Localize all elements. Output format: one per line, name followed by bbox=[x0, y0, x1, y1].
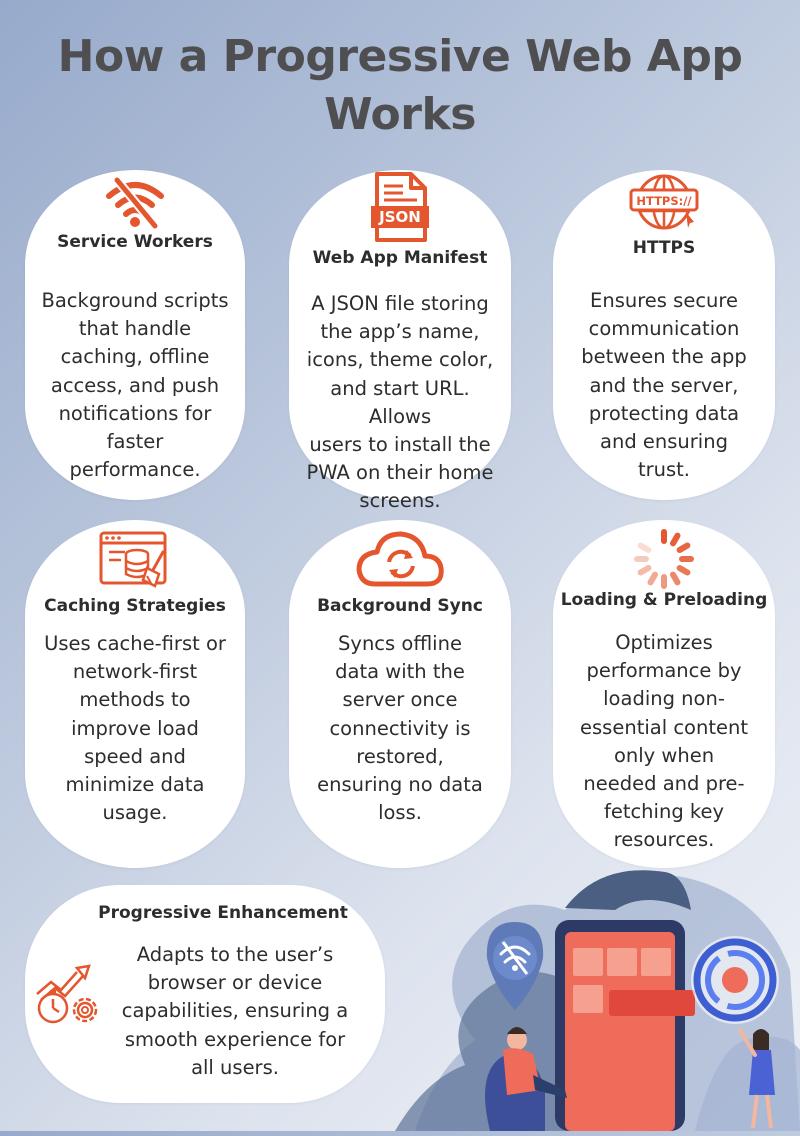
card-description bbox=[303, 630, 497, 827]
desc-line: Syncs offline bbox=[338, 632, 462, 655]
title-line-1: How a Progressive Web App bbox=[57, 31, 743, 82]
desc-line: screens. bbox=[359, 489, 441, 513]
desc-line: communication bbox=[588, 317, 740, 341]
desc-line: server once bbox=[342, 688, 458, 712]
desc-line: the app’s name, bbox=[320, 320, 480, 344]
title-line-2: Works bbox=[324, 89, 476, 140]
pwa-illustration bbox=[395, 850, 800, 1131]
desc-line: smooth experience for bbox=[124, 1027, 346, 1051]
card-description bbox=[120, 941, 350, 1082]
cloud-sync-icon bbox=[355, 526, 445, 595]
desc-line: resources. bbox=[613, 828, 715, 852]
wifi-off-icon bbox=[103, 174, 167, 235]
desc-line: capabilities, ensuring a bbox=[121, 999, 349, 1023]
card-web-app-manifest bbox=[289, 170, 511, 513]
desc-line: trust. bbox=[637, 458, 691, 482]
https-globe-icon bbox=[628, 172, 700, 237]
desc-line: Optimizes bbox=[615, 631, 713, 654]
card-service-workers bbox=[25, 170, 245, 500]
card-heading: Caching Strategies bbox=[44, 596, 226, 616]
desc-line: notifications for bbox=[58, 401, 212, 425]
desc-line: needed and pre- bbox=[583, 772, 745, 796]
database-cleanup-icon bbox=[97, 530, 173, 593]
json-label: JSON bbox=[379, 208, 421, 226]
desc-line: fetching key bbox=[603, 800, 725, 824]
desc-line: protecting data bbox=[588, 401, 740, 425]
card-heading: Progressive Enhancement bbox=[98, 903, 348, 923]
desc-line: access, and push bbox=[50, 373, 220, 397]
desc-line: faster bbox=[106, 430, 164, 454]
card-background-sync bbox=[289, 520, 511, 868]
desc-line: Uses cache-first or bbox=[44, 632, 226, 655]
card-description bbox=[39, 630, 231, 827]
desc-line: all users. bbox=[191, 1055, 279, 1079]
desc-line: between the app bbox=[581, 345, 747, 369]
card-description bbox=[303, 290, 497, 516]
desc-line: loading non- bbox=[603, 687, 725, 711]
desc-line: improve load bbox=[71, 716, 199, 740]
desc-line: usage. bbox=[102, 801, 168, 825]
card-heading: Web App Manifest bbox=[312, 248, 488, 268]
desc-line: performance. bbox=[69, 458, 201, 482]
desc-line: icons, theme color, bbox=[306, 348, 494, 372]
card-heading: Background Sync bbox=[317, 596, 483, 616]
desc-line: only when bbox=[613, 743, 715, 767]
card-https bbox=[553, 170, 775, 500]
desc-line: Adapts to the user’s bbox=[136, 943, 334, 966]
desc-line: restored, bbox=[356, 744, 444, 768]
desc-line: Ensures secure bbox=[590, 289, 738, 312]
card-loading-preloading bbox=[553, 520, 775, 868]
card-progressive-enhancement bbox=[25, 885, 385, 1103]
desc-line: methods to bbox=[79, 688, 191, 712]
card-description bbox=[567, 287, 761, 484]
card-heading: Service Workers bbox=[57, 232, 213, 252]
card-heading: HTTPS bbox=[632, 238, 696, 258]
https-label: HTTPS:// bbox=[636, 194, 692, 208]
desc-line: minimize data bbox=[65, 773, 205, 797]
desc-line: and the server, bbox=[589, 373, 739, 397]
desc-line: loss. bbox=[378, 801, 422, 825]
desc-line: and start URL. Allows bbox=[330, 376, 470, 428]
desc-line: network-first bbox=[72, 660, 198, 684]
card-description bbox=[39, 287, 231, 484]
desc-line: connectivity is bbox=[329, 716, 471, 740]
desc-line: speed and bbox=[84, 744, 186, 768]
card-description bbox=[567, 629, 761, 855]
json-file-icon bbox=[369, 172, 431, 247]
desc-line: browser or device bbox=[147, 971, 323, 995]
page-title bbox=[0, 28, 800, 144]
desc-line: users to install the bbox=[309, 433, 491, 457]
desc-line: essential content bbox=[580, 715, 748, 739]
desc-line: that handle bbox=[78, 317, 192, 341]
desc-line: PWA on their home bbox=[306, 461, 494, 485]
desc-line: ensuring no data bbox=[317, 773, 483, 797]
desc-line: performance by bbox=[586, 659, 742, 683]
card-heading: Loading & Preloading bbox=[560, 590, 768, 610]
desc-line: A JSON file storing bbox=[311, 292, 489, 315]
growth-stopwatch-gear-icon bbox=[33, 960, 107, 1031]
desc-line: caching, offline bbox=[60, 345, 210, 369]
card-caching-strategies bbox=[25, 520, 245, 868]
loading-spinner-icon bbox=[633, 528, 695, 595]
desc-line: data with the bbox=[335, 660, 465, 684]
desc-line: Background scripts bbox=[41, 289, 229, 312]
desc-line: and ensuring bbox=[600, 430, 728, 454]
